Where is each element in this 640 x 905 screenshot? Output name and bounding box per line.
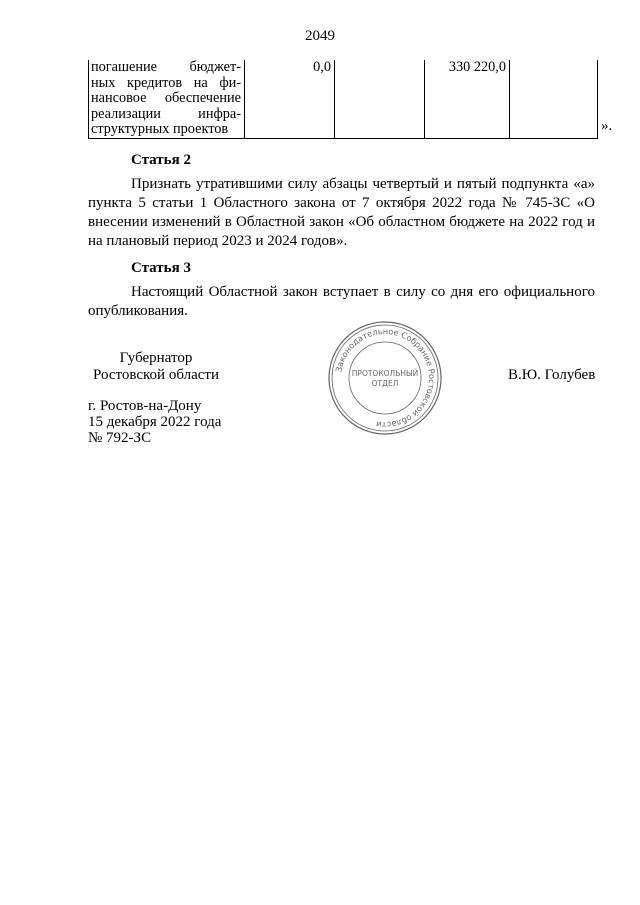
article-3-text: Настоящий Областной закон вступает в силу со дня его официального опубликования. — [88, 284, 595, 319]
signatory-title-line: Губернатор — [119, 350, 193, 366]
description-line: ных кредитов на фи- — [91, 74, 241, 91]
official-stamp — [327, 320, 443, 436]
place-date: 15 декабря 2022 года — [88, 414, 222, 430]
article-2-heading: Статья 2 — [131, 152, 191, 168]
table-row — [89, 60, 598, 138]
description-line: погашение бюджет- — [91, 59, 241, 75]
signatory-title — [88, 350, 224, 384]
description-line: структурных проектов — [91, 121, 229, 137]
signatory-name: В.Ю. Голубев — [508, 367, 596, 383]
stamp-center-line: ОТДЕЛ — [371, 379, 399, 388]
table-cell-value: 0,0 — [245, 60, 335, 138]
closing-quote: ». — [601, 118, 613, 134]
place-city: г. Ростов-на-Дону — [88, 398, 202, 414]
article-2-text: Признать утратившими силу абзацы четвертый и пятый подпункта «а» пункта 5 статьи 1 Областного закона от 7 октября 2022 года № 745-ЗС «О внесении изменений в Областной закон «Об областном бюджете на 2022 год и на плановый период 2023 и 2024 годов». — [88, 176, 595, 249]
stamp-ring-text: Законодательное Собрание Ростовской области — [333, 325, 438, 431]
place-and-date — [88, 398, 221, 446]
signatory-title-line: Ростовской области — [93, 367, 219, 383]
budget-table — [88, 60, 598, 139]
stamp-center-line: ПРОТОКОЛЬНЫЙ — [351, 369, 419, 378]
table-cell-value — [510, 60, 598, 138]
table-cell-value: 330 220,0 — [425, 60, 510, 138]
description-line: реализации инфра- — [91, 105, 241, 122]
page-number: 2049 — [305, 28, 335, 44]
table-cell-description — [89, 60, 245, 138]
table-cell-value — [335, 60, 425, 138]
article-3-heading: Статья 3 — [131, 260, 191, 276]
description-line: нансовое обеспечение — [91, 90, 241, 106]
law-number: № 792-ЗС — [88, 430, 152, 446]
